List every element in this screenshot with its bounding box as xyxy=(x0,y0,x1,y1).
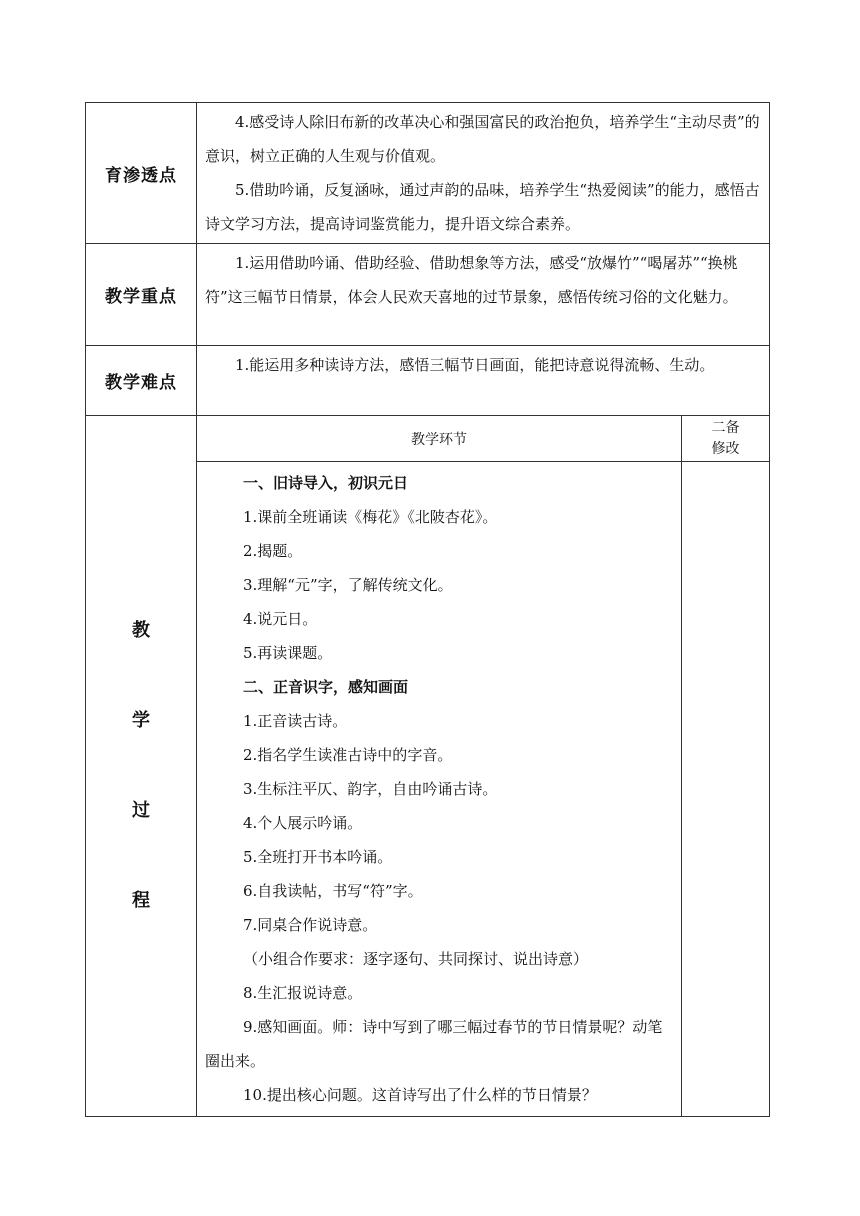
header-revision-line-1: 二备 xyxy=(711,419,740,436)
content-key-points xyxy=(197,244,770,346)
lesson-plan-table xyxy=(85,102,770,1117)
step-item: 10.提出核心问题。这首诗写出了什么样的节日情景？ xyxy=(243,1086,597,1104)
step-item: 2.指名学生读准古诗中的字音。 xyxy=(243,746,453,764)
revision-column xyxy=(682,462,770,1117)
teaching-steps-list xyxy=(197,462,682,1117)
step-item: 4.个人展示吟诵。 xyxy=(243,814,363,832)
content-difficulties xyxy=(197,346,770,416)
header-revision-line-2: 修改 xyxy=(711,440,740,457)
row-difficulties xyxy=(86,346,770,416)
step-item: 8.生汇报说诗意。 xyxy=(243,984,363,1002)
difficulty-1: 1.能运用多种读诗方法，感悟三幅节日画面，能把诗意说得流畅、生动。 xyxy=(235,356,715,374)
process-char-2: 学 xyxy=(132,710,150,731)
label-difficulties: 教学难点 xyxy=(86,346,197,416)
label-teaching-process xyxy=(86,416,197,1117)
step-item: 4.说元日。 xyxy=(243,610,318,628)
process-char-1: 教 xyxy=(132,620,150,641)
step-item: 3.生标注平仄、韵字，自由吟诵古诗。 xyxy=(243,780,498,798)
step-item: 6.自我读帖，书写“符”字。 xyxy=(243,882,423,900)
step-item: 5.全班打开书本吟诵。 xyxy=(243,848,393,866)
step-item: 2.揭题。 xyxy=(243,542,303,560)
step-item: 5.再读课题。 xyxy=(243,644,333,662)
step-item: 1.正音读古诗。 xyxy=(243,712,348,730)
header-teaching-steps: 教学环节 xyxy=(197,416,682,462)
label-moral-education: 育渗透点 xyxy=(86,103,197,244)
step-heading-2: 二、正音识字，感知画面 xyxy=(243,678,409,696)
step-item: （小组合作要求：逐字逐句、共同探讨、说出诗意） xyxy=(243,950,589,968)
row-key-points xyxy=(86,244,770,346)
paragraph-5: 5.借助吟诵，反复涵咏，通过声韵的品味，培养学生“热爱阅读”的能力，感悟古诗文学习方法，提高诗词鉴赏能力，提升语文综合素养。 xyxy=(205,181,760,233)
step-item: 3.理解“元”字，了解传统文化。 xyxy=(243,576,453,594)
key-point-1: 1.运用借助吟诵、借助经验、借助想象等方法，感受“放爆竹”“喝屠苏”“换桃符”这三幅节日情景，体会人民欢天喜地的过节景象，感悟传统习俗的文化魅力。 xyxy=(205,254,738,306)
content-moral-education xyxy=(197,103,770,244)
row-moral-education xyxy=(86,103,770,244)
step-item: 1.课前全班诵读《梅花》《北陂杏花》。 xyxy=(243,508,498,526)
step-item: 9.感知画面。师：诗中写到了哪三幅过春节的节日情景呢？动笔圈出来。 xyxy=(205,1018,663,1070)
header-revision xyxy=(682,416,770,462)
row-process-header xyxy=(86,416,770,462)
process-char-4: 程 xyxy=(132,890,150,911)
step-item: 7.同桌合作说诗意。 xyxy=(243,916,378,934)
process-char-3: 过 xyxy=(132,800,150,821)
paragraph-4: 4.感受诗人除旧布新的改革决心和强国富民的政治抱负，培养学生“主动尽责”的意识，树立正确的人生观与价值观。 xyxy=(205,113,760,165)
label-key-points: 教学重点 xyxy=(86,244,197,346)
step-heading-1: 一、旧诗导入，初识元日 xyxy=(243,474,409,492)
